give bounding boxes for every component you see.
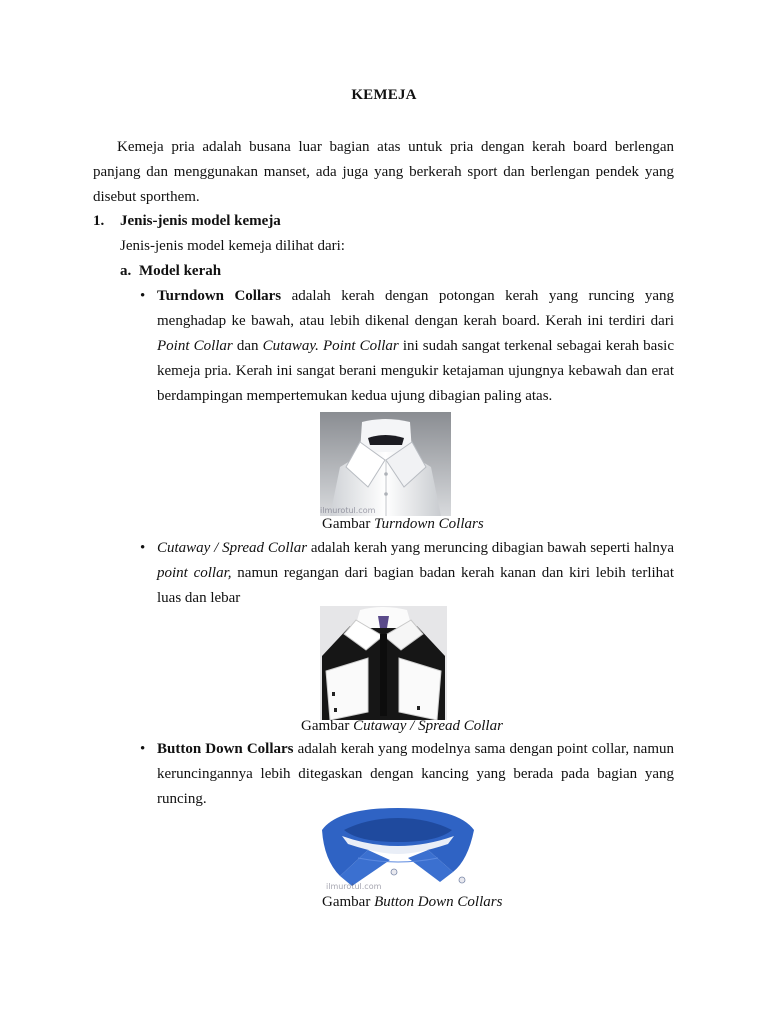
section-lead: Jenis-jenis model kemeja dilihat dari: [120, 238, 345, 254]
bullet-italic: Cutaway. Point Collar [262, 338, 399, 354]
bullet-text: dan [232, 338, 263, 354]
bullet-term: Cutaway / Spread Collar [157, 540, 308, 556]
bullet-term: Button Down Collars [157, 741, 294, 757]
caption-italic: Button Down Collars [374, 894, 503, 910]
cutaway-collar-image [320, 606, 447, 720]
intro-paragraph: Kemeja pria adalah busana luar bagian atas untuk pria dengan kerah board berlengan panjang dan menggunakan manset, ada juga yang berkerah sport dan berlengan pendek yang disebut sporthem. [93, 139, 674, 205]
bullet-term: Turndown Collars [157, 288, 282, 304]
subsection-letter: a. [120, 263, 132, 279]
caption-italic: Cutaway / Spread Collar [353, 718, 503, 734]
image-watermark: ilmurotul.com [320, 506, 376, 515]
figure-caption-turndown [322, 514, 484, 534]
figure-caption-cutaway [301, 716, 503, 736]
bullet-dot: • [140, 540, 146, 556]
button-down-collar-image [318, 800, 478, 892]
bullet-text: namun regangan dari bagian badan kerah kanan dan kiri lebih terlihat luas dan lebar [157, 565, 674, 606]
bullet-italic: Point Collar [157, 338, 233, 354]
bullet-text: adalah kerah dengan potongan kerah yang runcing yang menghadap ke bawah, atau lebih dikenal dengan kerah board. Kerah ini terdiri dari [157, 288, 674, 329]
caption-prefix: Gambar [301, 718, 354, 734]
document-title: KEMEJA [351, 87, 417, 103]
bullet-dot: • [140, 288, 146, 304]
caption-prefix: Gambar [322, 894, 375, 910]
section-number: 1. [93, 213, 105, 229]
bullet-text: ini sudah sangat terkenal sebagai kerah basic kemeja pria. Kerah ini sangat berani mengukir ketajaman ujungnya kebawah dan erat berdampingan mempertemukan kedua ujung dibagian paling atas. [157, 338, 674, 404]
bullet-dot: • [140, 741, 146, 757]
subsection-heading: Model kerah [139, 263, 222, 279]
caption-italic: Turndown Collars [374, 516, 484, 532]
bullet-text: adalah kerah yang modelnya sama dengan point collar, namun keruncingannya lebih ditegaskan dengan kancing yang berada pada bagian yang runcing. [157, 741, 674, 807]
image-watermark: ilmurotul.com [326, 882, 382, 891]
bullet-turndown [157, 284, 674, 409]
section-heading: Jenis-jenis model kemeja [120, 213, 281, 229]
bullet-cutaway [157, 536, 674, 611]
turndown-collar-image [320, 412, 451, 516]
bullet-text: adalah kerah yang meruncing dibagian bawah seperti halnya [307, 540, 674, 556]
figure-caption-button-down [322, 892, 502, 912]
caption-prefix: Gambar [322, 516, 375, 532]
bullet-italic: point collar, [157, 565, 232, 581]
